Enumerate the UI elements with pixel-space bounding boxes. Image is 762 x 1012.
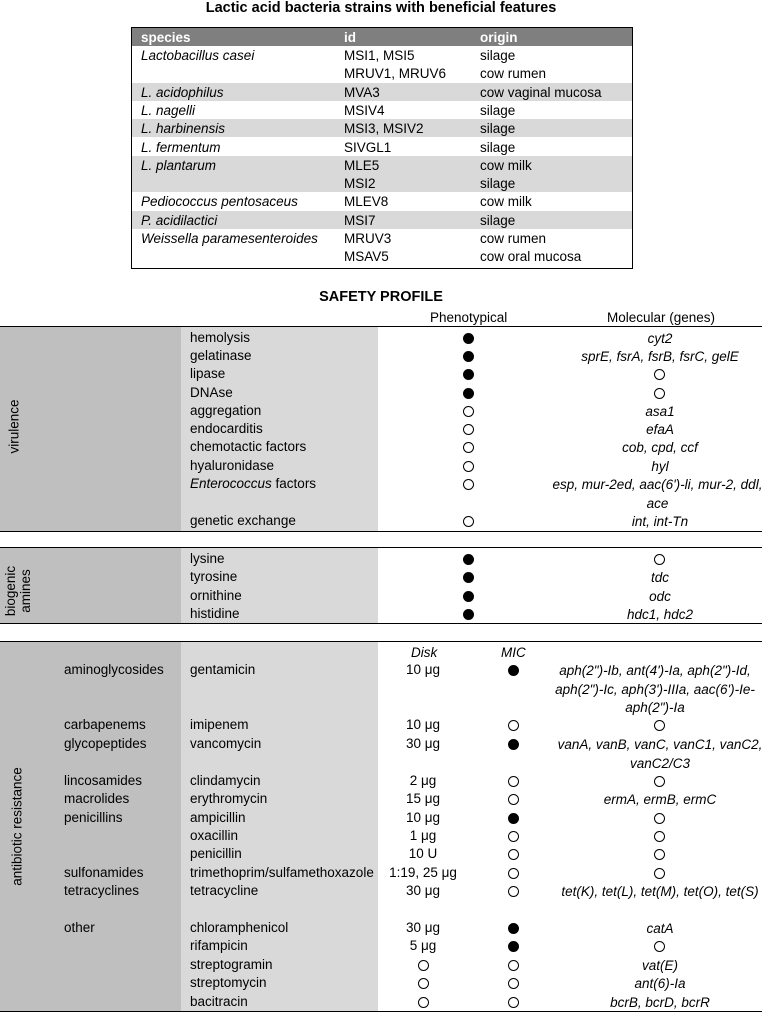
strain-species: L. fermentum [141, 139, 221, 155]
strain-origin: cow milk [480, 194, 532, 210]
strain-origin: cow vaginal mucosa [480, 84, 602, 100]
strain-id: MSI2 [344, 176, 376, 192]
strain-origin: silage [480, 102, 516, 118]
strain-origin: silage [480, 48, 516, 63]
strain-origin: silage [480, 139, 516, 155]
antibiotic-drug: tetracycline [190, 883, 259, 898]
strain-id: MLE5 [344, 157, 380, 173]
molecular-genes: ant(6)-Ia [634, 976, 686, 991]
mic-dot [508, 978, 519, 989]
molecular-genes: ermA, ermB, ermC [603, 792, 717, 807]
strain-row [132, 46, 632, 64]
mic-dot [508, 813, 519, 824]
molecular-dot [654, 720, 665, 731]
phenotypical-dot [463, 516, 474, 527]
disk-value: 10 μg [405, 662, 441, 677]
mic-dot [508, 923, 519, 934]
phenotypical-dot [463, 369, 474, 380]
molecular-dot [654, 831, 665, 842]
antibiotic-class: other [64, 920, 95, 935]
phenotypical-dot [463, 554, 474, 565]
strain-origin: cow rumen [480, 231, 547, 246]
disk-value: 15 μg [405, 791, 441, 806]
strain-id: SIVGL1 [344, 139, 392, 155]
molecular-dot [654, 849, 665, 860]
phenotypical-dot [463, 333, 474, 344]
strains-table [131, 27, 633, 269]
strain-row [132, 64, 632, 82]
strain-id: MVA3 [344, 84, 380, 100]
antibiotic-drug: streptomycin [190, 975, 267, 990]
antibiotic-drug: chloramphenicol [190, 920, 289, 935]
molecular-genes: aph(2")-Ib, ant(4')-Ia, aph(2")-Id, aph(2")-Ic, aph(3')-IIIa, aac(6')-Ie-aph(2")-Ia [555, 663, 755, 715]
antibiotic-drug: erythromycin [190, 791, 268, 806]
antibiotic-drug: ampicillin [190, 810, 246, 825]
antibiotic-class: lincosamides [64, 773, 143, 788]
biogenic-amines-label: biogenic amines [3, 565, 33, 617]
molecular-genes: int, int-Tn [631, 514, 689, 529]
strain-origin: cow milk [480, 157, 532, 173]
antibiotic-class: macrolides [64, 791, 130, 806]
row-label [190, 476, 316, 491]
antibiotic-drug: penicillin [190, 846, 242, 861]
molecular-genes: cyt2 [647, 331, 673, 346]
strain-row [132, 192, 632, 210]
col-phenotypical: Phenotypical [430, 310, 508, 325]
strain-species: L. acidophilus [141, 84, 224, 100]
molecular-genes: efaA [646, 422, 674, 437]
strain-species: Pediococcus pentosaceus [141, 194, 298, 210]
strain-id: MSI1, MSI5 [344, 48, 415, 63]
mic-dot [508, 849, 519, 860]
col-molecular: Molecular (genes) [607, 310, 716, 325]
strain-row [132, 247, 632, 265]
row-label: ornithine [190, 588, 242, 603]
virulence-section [0, 326, 762, 532]
disk-value: 30 μg [405, 883, 441, 898]
phenotypical-dot [463, 591, 474, 602]
phenotypical-dot [463, 442, 474, 453]
phenotypical-dot [463, 406, 474, 417]
strain-species: Weissella paramesenteroides [141, 231, 318, 246]
disk-dot [418, 997, 429, 1008]
phenotypical-dot [463, 572, 474, 583]
molecular-dot [654, 941, 665, 952]
strain-id: MSAV5 [344, 249, 389, 265]
row-label-rest: factors [271, 476, 317, 491]
strain-row [132, 156, 632, 174]
row-label-italic: Enterococcus [190, 476, 272, 491]
strain-row [132, 119, 632, 137]
strain-species: L. harbinensis [141, 121, 226, 137]
molecular-genes: catA [646, 921, 674, 936]
disk-value: 30 μg [405, 920, 441, 935]
mic-dot [508, 941, 519, 952]
molecular-genes: hyl [651, 459, 669, 474]
antibiotic-drug: vancomycin [190, 736, 262, 751]
virulence-label: virulence [6, 399, 22, 454]
antibiotic-drug: imipenem [190, 717, 249, 732]
mic-dot [508, 720, 519, 731]
phenotypical-dot [463, 609, 474, 620]
strain-id: MRUV1, MRUV6 [344, 66, 447, 82]
mic-dot [508, 776, 519, 787]
safety-profile-title: SAFETY PROFILE [319, 289, 443, 305]
strain-origin: silage [480, 176, 516, 192]
mic-dot [508, 794, 519, 805]
strain-origin: silage [480, 121, 516, 137]
header-id: id [344, 30, 356, 45]
molecular-dot [654, 813, 665, 824]
disk-value: 5 μg [409, 938, 437, 953]
strain-id: MSI7 [344, 212, 376, 228]
row-label: genetic exchange [190, 513, 296, 528]
disk-value: 1 μg [409, 828, 437, 843]
antibiotic-drug: bacitracin [190, 994, 248, 1009]
row-label: DNAse [190, 385, 233, 400]
molecular-dot [654, 776, 665, 787]
disk-value: 1:19, 25 μg [389, 865, 457, 880]
disk-value: 10 μg [405, 810, 441, 825]
antibiotic-drug: oxacillin [190, 828, 239, 843]
phenotypical-dot [463, 351, 474, 362]
mic-dot [508, 831, 519, 842]
row-label: chemotactic factors [190, 439, 307, 454]
col-disk: Disk [411, 645, 438, 660]
antibiotic-class: glycopeptides [64, 736, 147, 751]
strain-row [132, 211, 632, 229]
disk-value: 10 U [408, 846, 438, 861]
antibiotic-drug: rifampicin [190, 938, 248, 953]
molecular-genes: vanA, vanB, vanC, vanC1, vanC2, vanC2/C3 [557, 737, 762, 771]
strain-origin: silage [480, 212, 516, 228]
disk-dot [418, 960, 429, 971]
molecular-genes: vat(E) [641, 958, 678, 973]
molecular-genes: tdc [650, 570, 669, 585]
biogenic-amines-section [0, 547, 762, 624]
row-label: lipase [190, 366, 226, 381]
strain-species: Lactobacillus casei [141, 48, 255, 63]
antibiotic-class: tetracyclines [64, 883, 140, 898]
row-label: hyaluronidase [190, 458, 275, 473]
molecular-genes: esp, mur-2ed, aac(6')-li, mur-2, ddl, ace [552, 477, 762, 511]
row-label: tyrosine [190, 569, 238, 584]
molecular-genes: cob, cpd, ccf [622, 440, 698, 455]
molecular-genes: bcrB, bcrD, bcrR [610, 995, 710, 1010]
strain-id: MSIV4 [344, 102, 385, 118]
disk-dot [418, 978, 429, 989]
row-label: histidine [190, 606, 240, 621]
strain-row [132, 229, 632, 247]
phenotypical-dot [463, 424, 474, 435]
strains-table-title: Lactic acid bacteria strains with beneficial features [205, 0, 557, 16]
antibiotic-class: sulfonamides [64, 865, 144, 880]
strains-table-header [132, 28, 632, 46]
antibiotic-class: carbapenems [64, 717, 146, 732]
strain-species: L. nagelli [141, 102, 196, 118]
antibiotic-drug: gentamicin [190, 662, 256, 677]
mic-dot [508, 960, 519, 971]
antibiotic-drug: streptogramin [190, 957, 273, 972]
mic-dot [508, 739, 519, 750]
row-label: aggregation [190, 403, 262, 418]
strain-origin: cow rumen [480, 66, 547, 82]
mic-dot [508, 868, 519, 879]
strain-row [132, 174, 632, 192]
disk-value: 2 μg [409, 773, 437, 788]
molecular-genes: sprE, fsrA, fsrB, fsrC, gelE [581, 349, 739, 364]
strain-species: P. acidilactici [141, 212, 218, 228]
phenotypical-dot [463, 479, 474, 490]
molecular-dot [654, 369, 665, 380]
molecular-dot [654, 388, 665, 399]
molecular-genes: asa1 [645, 404, 675, 419]
row-label: lysine [190, 551, 225, 566]
row-label: gelatinase [190, 348, 252, 363]
disk-value: 10 μg [405, 717, 441, 732]
strain-row [132, 138, 632, 156]
molecular-dot [654, 868, 665, 879]
phenotypical-dot [463, 388, 474, 399]
strain-species: L. plantarum [141, 157, 217, 173]
header-origin: origin [480, 30, 518, 45]
strain-id: MLEV8 [344, 194, 389, 210]
molecular-genes: tet(K), tet(L), tet(M), tet(O), tet(S) [561, 884, 759, 899]
antibiotic-class: aminoglycosides [64, 662, 164, 677]
mic-dot [508, 997, 519, 1008]
molecular-dot [654, 554, 665, 565]
strain-row [132, 101, 632, 119]
strain-id: MSI3, MSIV2 [344, 121, 424, 137]
antibiotic-drug: trimethoprim/sulfamethoxazole [190, 865, 374, 880]
mic-dot [508, 886, 519, 897]
antibiotic-resistance-section [0, 641, 762, 1012]
row-label: endocarditis [190, 421, 263, 436]
antibiotic-class: penicillins [64, 810, 123, 825]
disk-value: 30 μg [405, 736, 441, 751]
phenotypical-dot [463, 461, 474, 472]
header-species: species [141, 30, 191, 45]
molecular-genes: odc [649, 589, 671, 604]
antibiotic-resistance-label: antibiotic resistance [9, 767, 25, 886]
antibiotic-drug: clindamycin [190, 773, 261, 788]
col-mic: MIC [501, 645, 526, 660]
strain-row [132, 83, 632, 101]
molecular-genes: hdc1, hdc2 [626, 607, 694, 622]
row-label: hemolysis [190, 330, 251, 345]
mic-dot [508, 665, 519, 676]
strain-origin: cow oral mucosa [480, 249, 582, 265]
strain-id: MRUV3 [344, 231, 392, 246]
